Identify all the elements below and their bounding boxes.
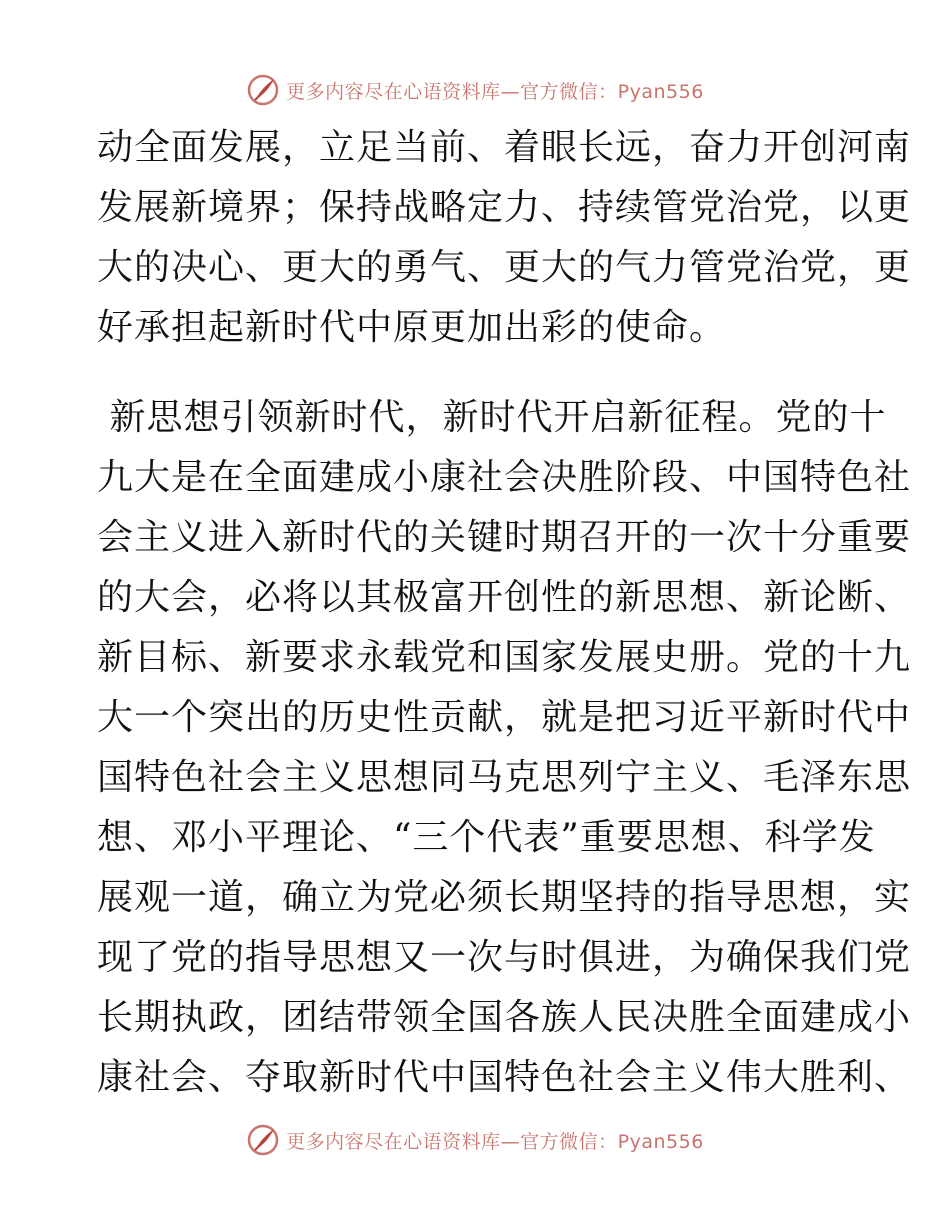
text-line: 现了党的指导思想又一次与时俱进，为确保我们党	[97, 937, 912, 978]
paragraph-1	[97, 118, 912, 358]
feather-quill-logo-icon	[246, 1123, 280, 1157]
text-line: 动全面发展，立足当前、着眼长远，奋力开创河南	[97, 127, 912, 168]
text-line: 会主义进入新时代的关键时期召开的一次十分重要	[97, 517, 912, 558]
text-line: 展观一道，确立为党必须长期坚持的指导思想，实	[97, 877, 912, 918]
paragraph-2	[97, 388, 912, 1108]
text-line: 大一个突出的历史性贡献，就是把习近平新时代中	[97, 697, 912, 738]
text-line: 新目标、新要求永载党和国家发展史册。党的十九	[97, 637, 912, 678]
text-line: 好承担起新时代中原更加出彩的使命。	[97, 307, 727, 348]
text-line: 的大会，必将以其极富开创性的新思想、新论断、	[97, 577, 912, 618]
text-line: 想、邓小平理论、“三个代表”重要思想、科学发	[97, 817, 876, 858]
feather-quill-logo-icon	[246, 73, 280, 107]
text-line: 九大是在全面建成小康社会决胜阶段、中国特色社	[97, 457, 912, 498]
text-line: 国特色社会主义思想同马克思列宁主义、毛泽东思	[97, 757, 912, 798]
footer-watermark	[0, 1120, 950, 1160]
text-line: 康社会、夺取新时代中国特色社会主义伟大胜利、	[97, 1057, 912, 1098]
text-line: 发展新境界；保持战略定力、持续管党治党，以更	[97, 187, 912, 228]
watermark-text: 更多内容尽在心语资料库—官方微信：Pyan556	[286, 1130, 704, 1153]
document-body	[97, 118, 912, 1108]
text-line: 长期执政，团结带领全国各族人民决胜全面建成小	[97, 997, 912, 1038]
watermark-text: 更多内容尽在心语资料库—官方微信：Pyan556	[286, 80, 704, 103]
text-line: 大的决心、更大的勇气、更大的气力管党治党，更	[97, 247, 912, 288]
text-line: 新思想引领新时代，新时代开启新征程。党的十	[97, 397, 887, 438]
header-watermark	[0, 70, 950, 110]
